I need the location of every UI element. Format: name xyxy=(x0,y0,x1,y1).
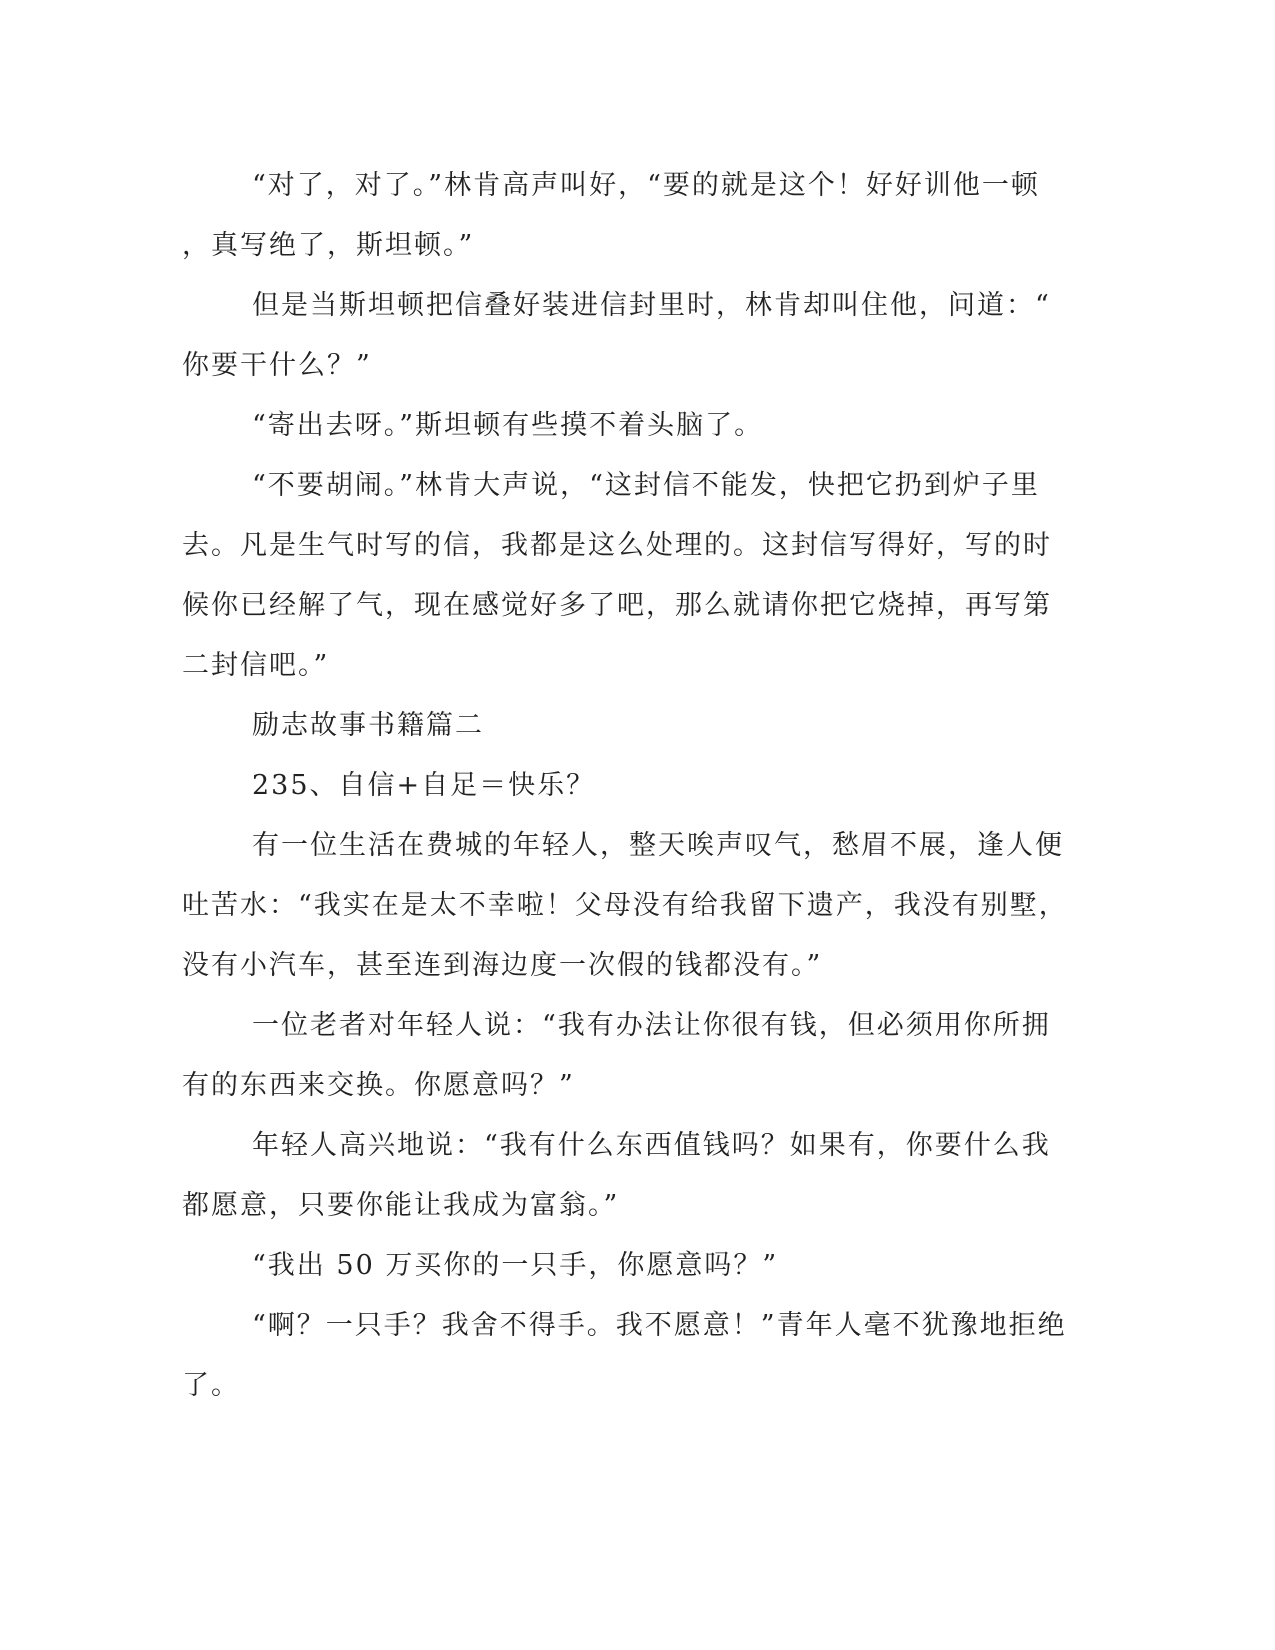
paragraph-6 xyxy=(182,996,1051,1116)
text-line: 但是当斯坦顿把信叠好装进信封里时，林肯却叫住他，问道：“ xyxy=(252,290,1051,321)
text-line: 去。凡是生气时写的信，我都是这么处理的。这封信写得好，写的时 xyxy=(182,530,1052,561)
paragraph-5 xyxy=(182,816,1068,996)
text-line: “寄出去呀。”斯坦顿有些摸不着头脑了。 xyxy=(252,410,764,441)
paragraph-1 xyxy=(182,156,1040,276)
paragraph-7 xyxy=(182,1116,1051,1236)
text-line: 都愿意，只要你能让我成为富翁。” xyxy=(182,1190,620,1221)
paragraph-3 xyxy=(182,396,1032,456)
text-line: 没有小汽车，甚至连到海边度一次假的钱都没有。” xyxy=(182,950,823,981)
story-title xyxy=(182,756,1032,816)
text-line: “啊？一只手？我舍不得手。我不愿意！”青年人毫不犹豫地拒绝 xyxy=(252,1310,1067,1341)
text-line: 有一位生活在费城的年轻人，整天唉声叹气，愁眉不展，逢人便 xyxy=(252,830,1064,861)
text-line: “对了，对了。”林肯高声叫好，“要的就是这个！好好训他一顿 xyxy=(252,170,1040,201)
text-line: 年轻人高兴地说：“我有什么东西值钱吗？如果有，你要什么我 xyxy=(252,1130,1051,1161)
section-heading-text: 励志故事书籍篇二 xyxy=(252,710,484,741)
paragraph-8 xyxy=(182,1236,1032,1296)
section-heading xyxy=(182,696,1032,756)
text-line: 二封信吧。” xyxy=(182,650,330,681)
text-line: 一位老者对年轻人说：“我有办法让你很有钱，但必须用你所拥 xyxy=(252,1010,1051,1041)
text-line: 了。 xyxy=(182,1370,240,1401)
paragraph-2 xyxy=(182,276,1051,396)
paragraph-4 xyxy=(182,456,1052,696)
text-line: 吐苦水：“我实在是太不幸啦！父母没有给我留下遗产，我没有别墅， xyxy=(182,890,1068,921)
text-line: 你要干什么？” xyxy=(182,350,372,381)
paragraph-9 xyxy=(182,1296,1067,1416)
document-body xyxy=(182,156,1068,1416)
story-title-text: 235、自信+自足＝快乐？ xyxy=(252,770,596,801)
text-line: “不要胡闹。”林肯大声说，“这封信不能发，快把它扔到炉子里 xyxy=(252,470,1040,501)
text-line: 候你已经解了气，现在感觉好多了吧，那么就请你把它烧掉，再写第 xyxy=(182,590,1052,621)
text-line: “我出 50 万买你的一只手，你愿意吗？” xyxy=(252,1250,779,1281)
text-line: 有的东西来交换。你愿意吗？” xyxy=(182,1070,575,1101)
text-line: ，真写绝了，斯坦顿。” xyxy=(182,230,475,261)
